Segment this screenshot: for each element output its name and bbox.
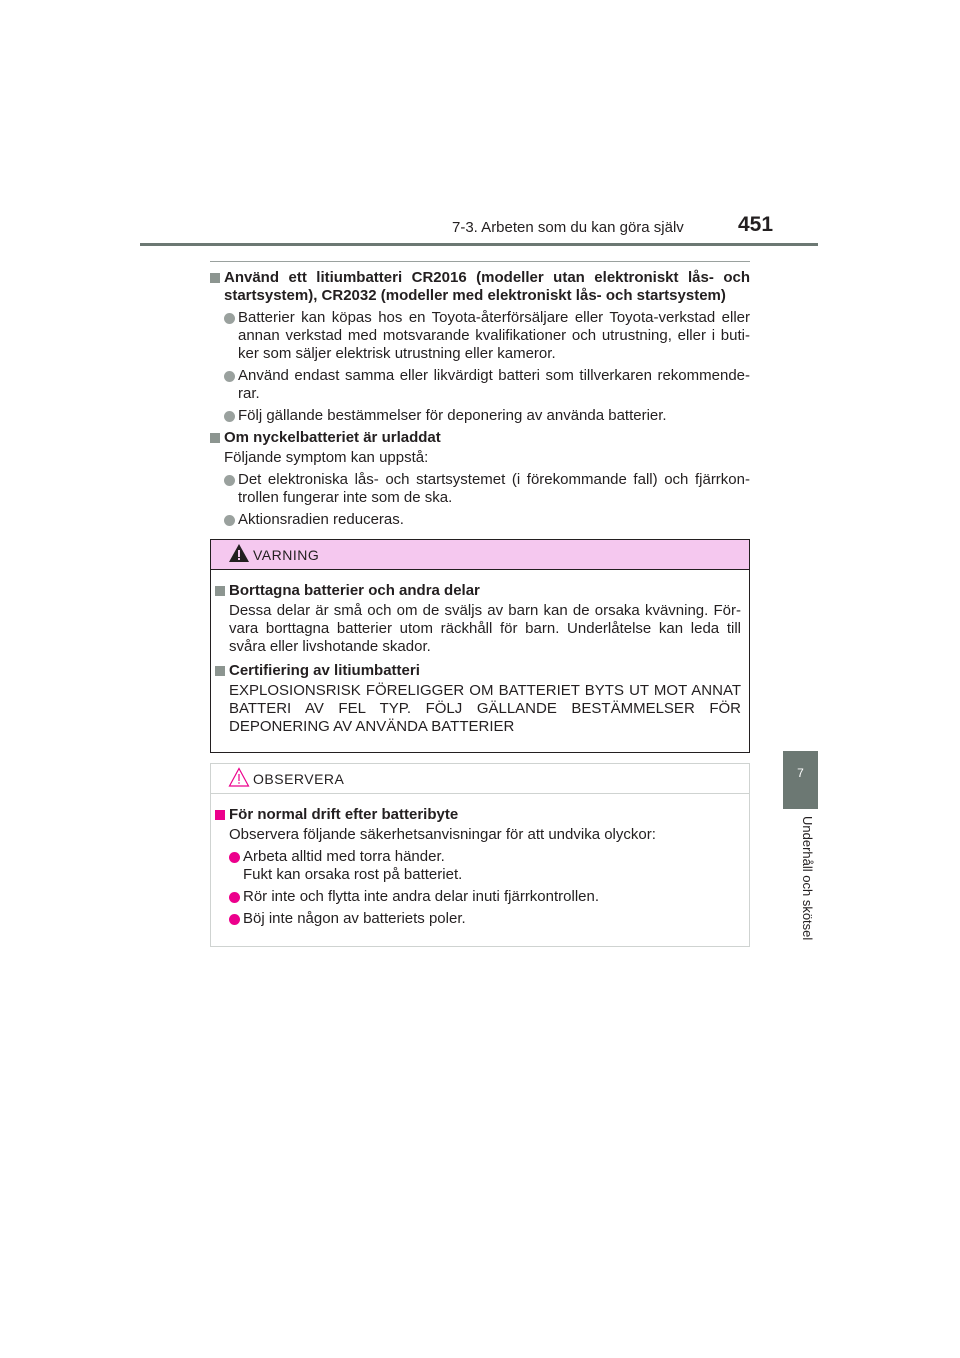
list-item-text: Följ gällande bestämmelser för deponering av använda batterier.	[238, 407, 667, 424]
list-item-text: Rör inte och flytta inte andra delar inuti fjärrkontrollen.	[243, 888, 600, 905]
square-bullet-icon	[215, 586, 225, 596]
section-heading-text: Använd ett litiumbatteri CR2016 (modeller utan elektroniskt lås- och startsystem), CR2032 (modeller med elektroniskt lås- och startsystem)	[224, 269, 750, 304]
list-item	[210, 511, 750, 529]
caution-triangle-icon	[228, 767, 250, 787]
warning-header	[211, 540, 749, 570]
list-item-text: Använd endast samma eller likvärdigt batteri som tillverkaren rekommende-rar.	[238, 367, 750, 402]
chapter-number: 7	[797, 766, 804, 780]
list-item	[210, 407, 750, 425]
notice-heading-text: För normal drift efter batteribyte	[229, 806, 459, 823]
list-item-text: Aktionsradien reduceras.	[238, 511, 404, 528]
list-item-subtext: Fukt kan orsaka rost på batteriet.	[243, 866, 463, 883]
section-intro: Följande symptom kan uppstå:	[224, 449, 429, 466]
header-title: 7-3. Arbeten som du kan göra själv	[452, 219, 684, 236]
warning-heading-text: Certifiering av litiumbatteri	[229, 662, 420, 679]
list-item	[215, 888, 741, 906]
list-item-text: Det elektroniska lås- och startsystemet (i förekommande fall) och fjärrkon-trollen fungerar inte som de ska.	[238, 471, 750, 506]
list-item	[215, 910, 741, 928]
list-item	[215, 848, 741, 884]
warning-heading-text: Borttagna batterier och andra delar	[229, 582, 480, 599]
circle-bullet-icon	[224, 515, 235, 526]
warning-body	[211, 570, 749, 736]
warning-label: VARNING	[253, 547, 320, 563]
section-heading	[210, 429, 750, 447]
chapter-tab	[783, 751, 818, 809]
notice-intro: Observera följande säkerhetsanvisningar för att undvika olyckor:	[229, 826, 656, 843]
chapter-label: Underhåll och skötsel	[800, 816, 815, 941]
notice-box	[210, 763, 750, 947]
warning-section-heading	[215, 662, 741, 680]
circle-bullet-icon	[224, 371, 235, 382]
list-item-text: Arbeta alltid med torra händer.	[243, 848, 445, 865]
circle-bullet-icon	[224, 313, 235, 324]
warning-text: EXPLOSIONSRISK FÖRELIGGER OM BATTERIET BYTS UT MOT ANNAT BATTERI AV FEL TYP. FÖLJ GÄLLANDE BESTÄMMELSER FÖR DEPONERING AV ANVÄNDA BATTERIER	[229, 682, 741, 735]
warning-triangle-icon	[228, 543, 250, 563]
notice-label: OBSERVERA	[253, 771, 345, 787]
circle-bullet-icon	[224, 411, 235, 422]
warning-section-heading	[215, 582, 741, 600]
warning-box	[210, 539, 750, 753]
header-rule	[140, 243, 818, 246]
list-item	[210, 367, 750, 403]
circle-bullet-icon	[229, 914, 240, 925]
square-bullet-icon	[210, 433, 220, 443]
notice-section-heading	[215, 806, 741, 824]
square-bullet-icon	[215, 810, 225, 820]
warning-text: Dessa delar är små och om de sväljs av barn kan de orsaka kvävning. För-vara borttagna batterier utom räckhåll för barn. Underlåtelse kan leda till svåra eller livshotande skador.	[229, 602, 741, 655]
circle-bullet-icon	[224, 475, 235, 486]
notice-header	[211, 764, 749, 794]
list-item-text: Batterier kan köpas hos en Toyota-återförsäljare eller Toyota-verkstad eller annan verkstad med motsvarande kvalifikationer och utrustning, eller i buti-ker som säljer elektrisk utrustning eller kameror.	[238, 309, 750, 362]
notice-body	[211, 794, 749, 928]
square-bullet-icon	[210, 273, 220, 283]
circle-bullet-icon	[229, 852, 240, 863]
list-item-text: Böj inte någon av batteriets poler.	[243, 910, 466, 927]
square-bullet-icon	[215, 666, 225, 676]
list-item	[210, 471, 750, 507]
content-top-rule	[210, 261, 750, 262]
section-heading-text: Om nyckelbatteriet är urladdat	[224, 429, 441, 446]
page-number: 451	[738, 213, 774, 236]
section-heading	[210, 269, 750, 305]
list-item	[210, 309, 750, 363]
circle-bullet-icon	[229, 892, 240, 903]
main-content	[210, 266, 750, 529]
